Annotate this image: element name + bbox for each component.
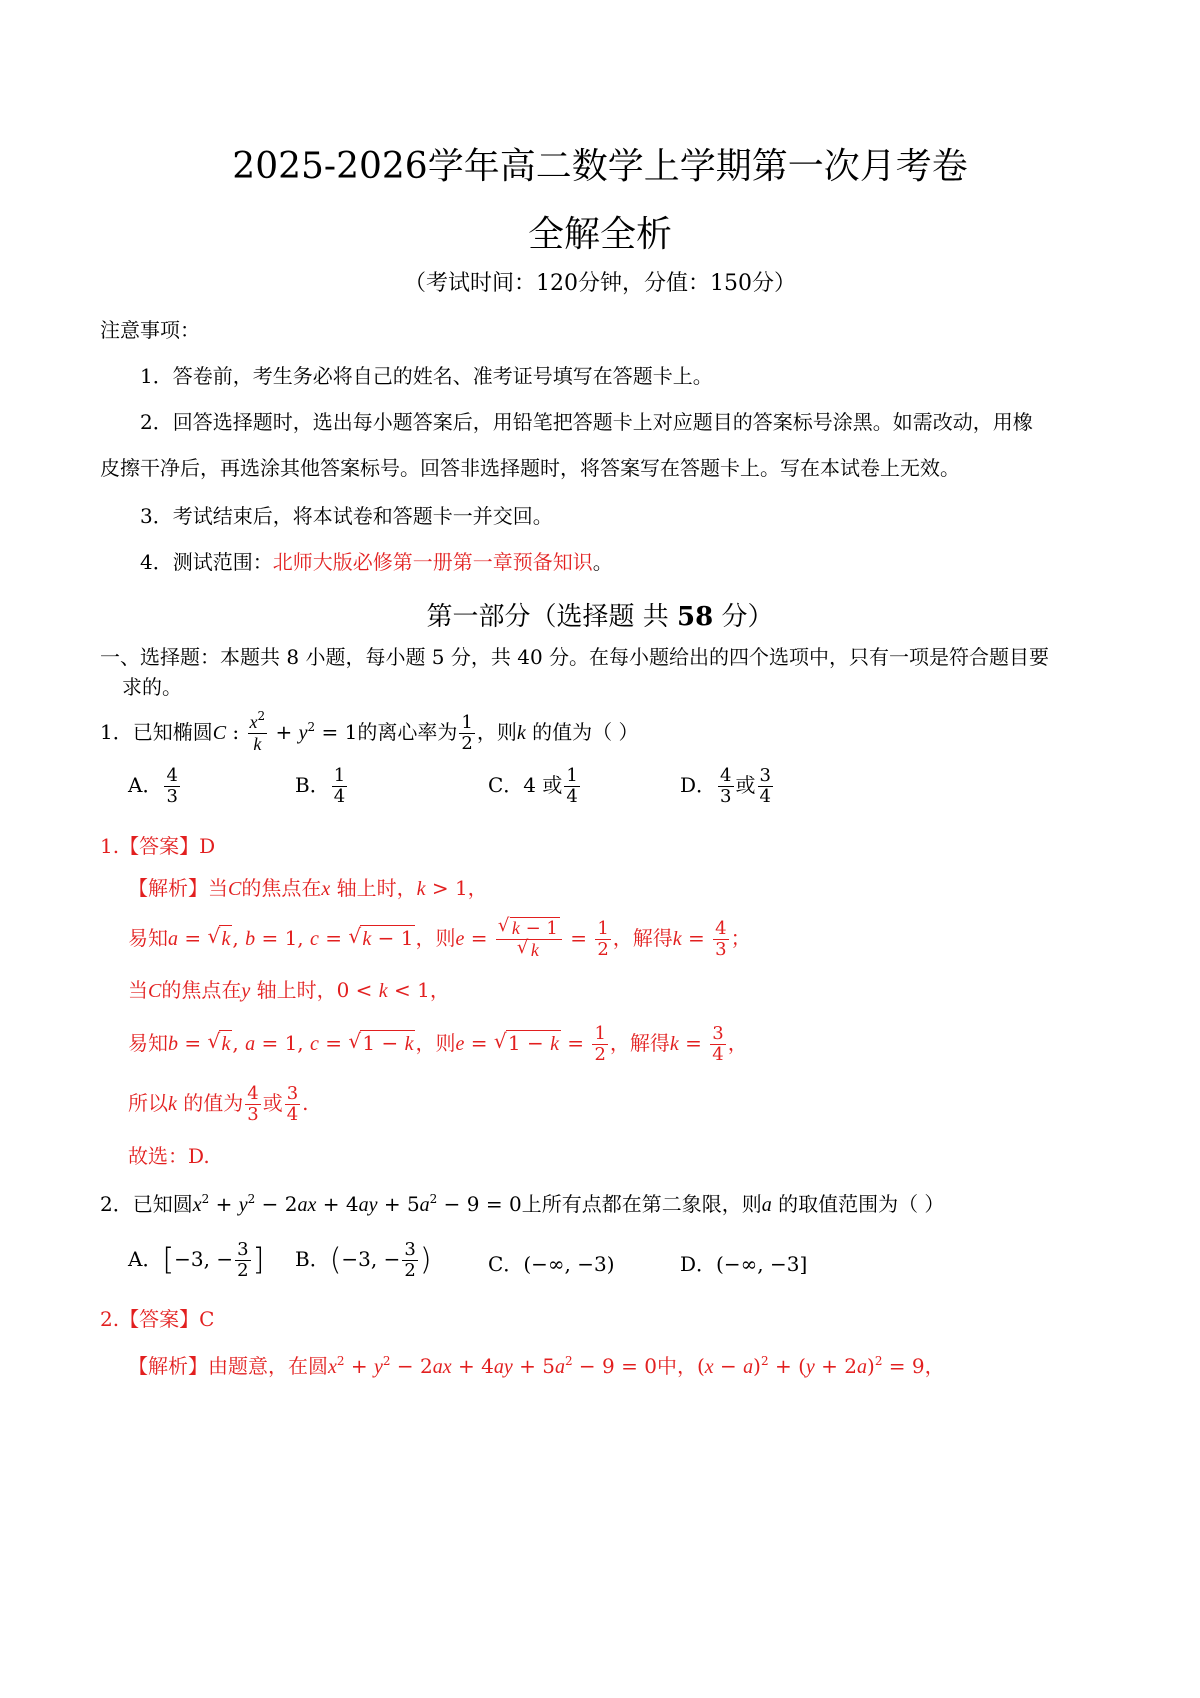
- section-instructions-line-1: 一、选择题：本题共 8 小题，每小题 5 分，共 40 分。在每小题给出的四个选项中，只有一项是符合题目要: [100, 645, 1050, 669]
- question-2: 2．已知圆$x^2 + y^2 - 2ax + 4ay + 5a^2 - 9 = 0$上所有点都在第二象限，则a 的取值范围为（ ）: [100, 1192, 945, 1216]
- note-item-2-line-2: 皮擦干净后，再选涂其他答案标号。回答非选择题时，将答案写在答题卡上。写在本试卷上无效。: [100, 456, 960, 480]
- q1-analysis-line-3: 当C的焦点在y 轴上时，0 < k < 1，: [128, 978, 450, 1002]
- note-item-1: 1．答卷前，考生务必将自己的姓名、准考证号填写在答题卡上。: [140, 364, 713, 388]
- q2-option-c[interactable]: C．(−∞, −3): [488, 1252, 615, 1276]
- section-instructions-line-2: 求的。: [122, 675, 182, 699]
- q2-option-b[interactable]: B．(−3, − $\frac{3}{2}$ ): [295, 1239, 432, 1281]
- test-scope: 北师大版必修第一册第一章预备知识: [272, 550, 593, 574]
- q1-conclusion: 故选：D.: [128, 1144, 210, 1168]
- q1-analysis-line-1: 【解析】当C的焦点在x 轴上时，k > 1，: [128, 876, 488, 900]
- q2-option-d[interactable]: D．(−∞, −3]: [680, 1252, 808, 1276]
- note-item-2-line-1: 2．回答选择题时，选出每小题答案后，用铅笔把答题卡上对应题目的答案标号涂黑。如需改动，用橡: [140, 410, 1033, 434]
- q1-option-a[interactable]: A． $\frac{4}{3}$: [128, 765, 178, 807]
- q1-analysis-line-5: 所以k 的值为 $\frac{4}{3}$ 或 $\frac{3}{4}$ .: [128, 1083, 309, 1125]
- q2-option-a[interactable]: A．[−3, − $\frac{3}{2}$ ]: [128, 1239, 265, 1281]
- q1-option-c[interactable]: C．4 或 $\frac{1}{4}$: [488, 765, 578, 807]
- q1-option-d[interactable]: D． $\frac{4}{3}$ 或 $\frac{3}{4}$: [680, 765, 771, 807]
- q2-answer: 2.【答案】C: [100, 1307, 215, 1331]
- part1-heading: 第一部分（选择题 共 58 分）: [426, 602, 774, 632]
- note-item-4: 4．测试范围：北师大版必修第一册第一章预备知识。: [140, 550, 613, 574]
- exam-subtitle: 全解全析: [527, 214, 672, 255]
- exam-title: 2025-2026学年高二数学上学期第一次月考卷: [232, 146, 968, 187]
- exam-info: （考试时间：120分钟，分值：150分）: [404, 271, 796, 296]
- question-1: 1．已知椭圆C : $\frac{x^2}{k}$ + $y^2 = 1$的离心率为 $\frac{1}{2}$ ，则k 的值为（ ）: [100, 709, 639, 754]
- note-item-3: 3．考试结束后，将本试卷和答题卡一并交回。: [140, 504, 553, 528]
- q1-option-b[interactable]: B． $\frac{1}{4}$: [295, 765, 346, 807]
- notes-heading: 注意事项：: [100, 318, 200, 342]
- q1-answer: 1.【答案】D: [100, 834, 216, 858]
- q1-analysis-line-4: 易知b = √ k , a = 1, c = √ 1 − k ，则e = √ 1 − k = $\frac{1}{2}$ ，解得k = $\frac{3}{4}$ ，: [128, 1024, 748, 1065]
- q1-analysis-line-2: 易知a = √ k , b = 1, c = √ k − 1 ，则e = √ k − 1 √ k = $\frac{1}{2}$ ，解得k = $\frac{4}{3}$ ；: [128, 918, 751, 961]
- q2-analysis-line-1: 【解析】由题意，在圆$x^2 + y^2 - 2ax + 4ay + 5a^2 - 9 = 0$中，$(x - a)^2 + (y + 2a)^2 = 9$，: [128, 1354, 945, 1378]
